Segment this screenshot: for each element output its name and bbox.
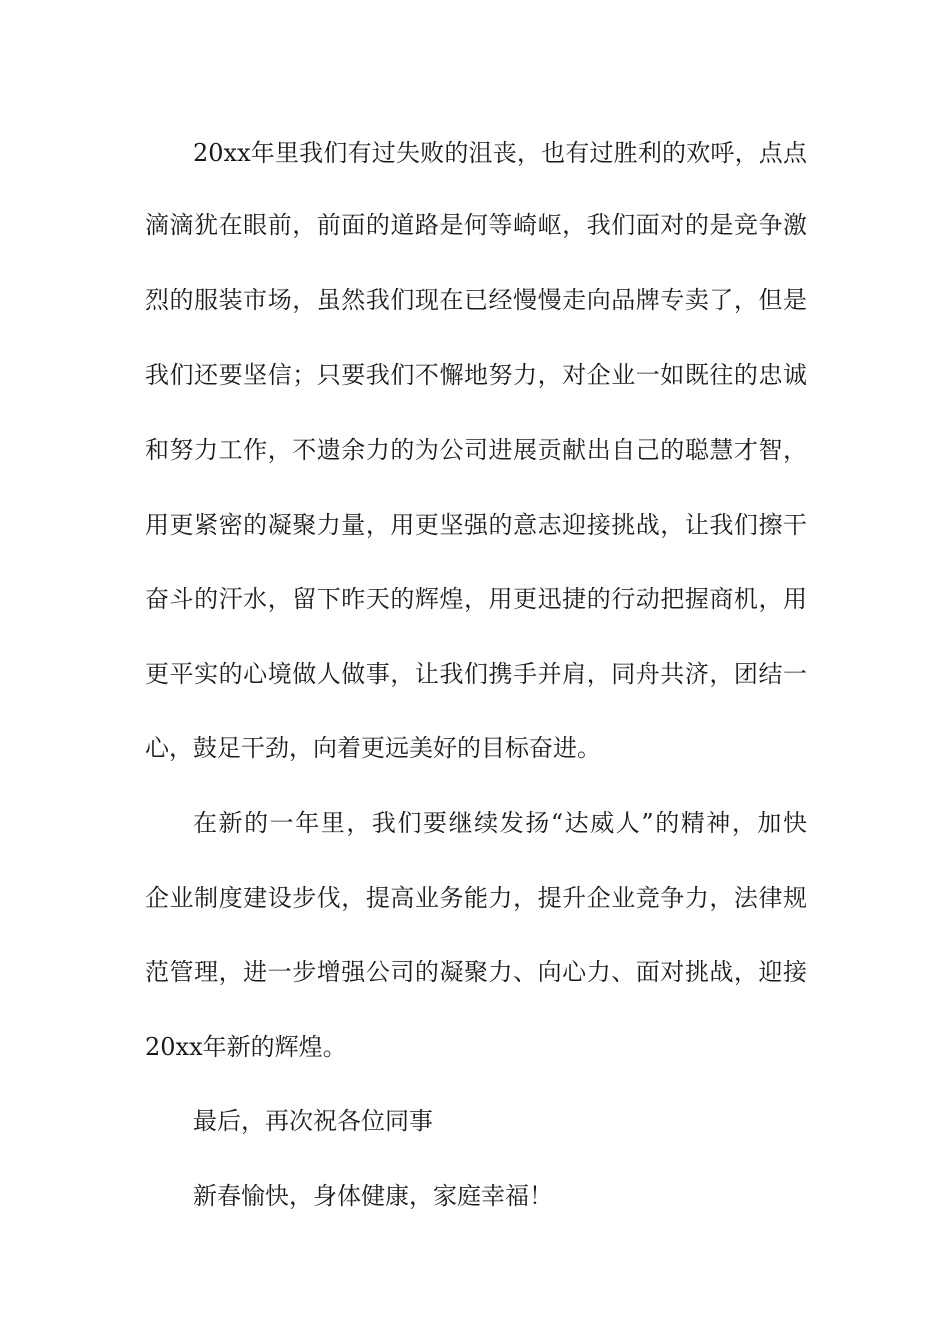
closing-line-1: 最后，再次祝各位同事 bbox=[193, 1107, 433, 1135]
paragraph-1-line-1: 20xx年里我们有过失败的沮丧，也有过胜利的欢呼，点点 bbox=[193, 139, 807, 167]
paragraph-1-line-3: 烈的服装市场，虽然我们现在已经慢慢走向品牌专卖了，但是 bbox=[145, 286, 807, 314]
paragraph-2-line-2: 企业制度建设步伐，提高业务能力，提升企业竞争力，法律规 bbox=[145, 884, 807, 912]
closing-line-2: 新春愉快，身体健康，家庭幸福！ bbox=[193, 1182, 553, 1210]
paragraph-2-line-1: 在新的一年里，我们要继续发扬“达威人”的精神，加快 bbox=[193, 809, 807, 837]
paragraph-1-line-5: 和努力工作，不遗余力的为公司进展贡献出自己的聪慧才智， bbox=[145, 436, 807, 464]
paragraph-1-line-6: 用更紧密的凝聚力量，用更坚强的意志迎接挑战，让我们擦干 bbox=[145, 511, 807, 539]
paragraph-1-line-9: 心，鼓足干劲，向着更远美好的目标奋进。 bbox=[145, 734, 601, 762]
paragraph-1-line-7: 奋斗的汗水，留下昨天的辉煌，用更迅捷的行动把握商机，用 bbox=[145, 585, 807, 613]
paragraph-1-line-8: 更平实的心境做人做事，让我们携手并肩，同舟共济，团结一 bbox=[145, 660, 807, 688]
paragraph-2-line-3: 范管理，进一步增强公司的凝聚力、向心力、面对挑战，迎接 bbox=[145, 958, 807, 986]
paragraph-1-line-2: 滴滴犹在眼前，前面的道路是何等崎岖，我们面对的是竞争激 bbox=[145, 211, 807, 239]
paragraph-2-line-4: 20xx年新的辉煌。 bbox=[145, 1033, 347, 1061]
paragraph-1-line-4: 我们还要坚信；只要我们不懈地努力，对企业一如既往的忠诚 bbox=[145, 361, 807, 389]
